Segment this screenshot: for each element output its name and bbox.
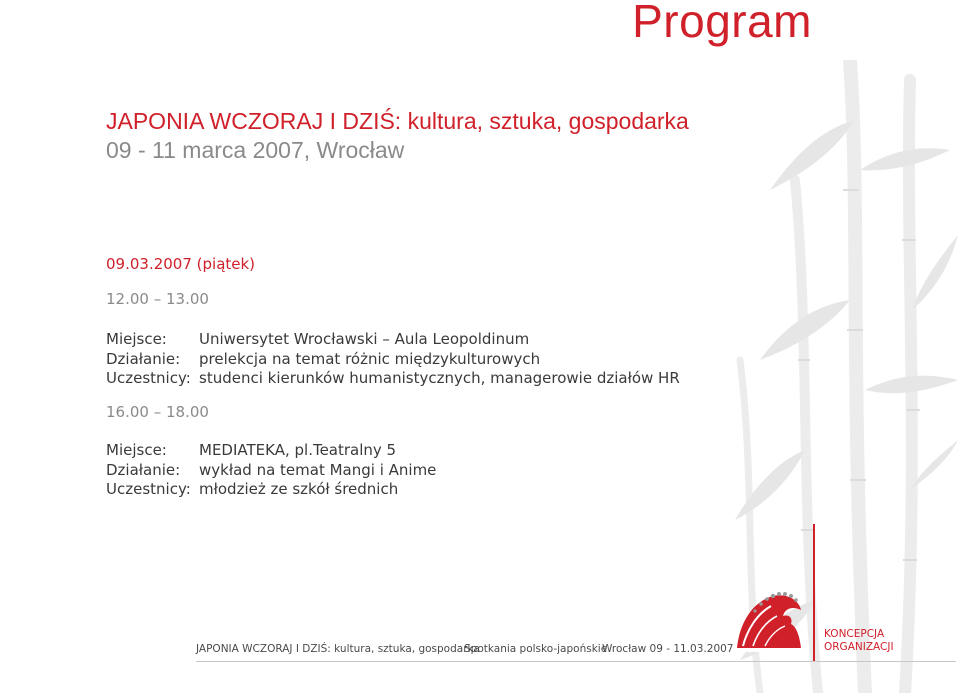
page-title: Program [632, 0, 812, 47]
concept-organization [824, 628, 894, 654]
place-value: Uniwersytet Wrocławski – Aula Leopoldinum [199, 330, 530, 348]
participants-label: Uczestnicy: [106, 480, 191, 498]
session-participants-row [106, 369, 680, 389]
session-action-row [106, 350, 680, 370]
session-place-row [106, 330, 680, 350]
action-value: prelekcja na temat różnic międzykulturowych [199, 349, 541, 368]
great-wave-icon [733, 588, 805, 652]
participants-label: Uczestnicy: [106, 369, 191, 387]
divider-line [813, 524, 815, 661]
action-value: wykład na temat Mangi i Anime [199, 460, 437, 479]
action-label: Działanie: [106, 460, 181, 479]
session-participants-row [106, 480, 436, 500]
session-place-row [106, 441, 436, 461]
day-heading: 09.03.2007 (piątek) [106, 255, 256, 273]
footer-rule [196, 661, 956, 662]
participants-value: studenci kierunków humanistycznych, managerowie działów HR [199, 369, 680, 387]
place-label: Miejsce: [106, 441, 167, 459]
participants-value: młodzież ze szkół średnich [199, 480, 399, 498]
action-label: Działanie: [106, 349, 181, 368]
event-dates: 09 - 11 marca 2007, Wrocław [106, 137, 405, 163]
concept-line-2: ORGANIZACJI [824, 641, 894, 653]
place-value: MEDIATEKA, pl.Teatralny 5 [199, 441, 397, 459]
session-details [106, 441, 436, 500]
event-title: JAPONIA WCZORAJ I DZIŚ: kultura, sztuka, gospodarka [106, 108, 689, 134]
session-time: 12.00 – 13.00 [106, 290, 209, 308]
session-details [106, 330, 680, 389]
footer-place-date: Wrocław 09 - 11.03.2007 [602, 643, 734, 655]
footer-series: Spotkania polsko-japońskie [464, 643, 608, 655]
concept-line-1: KONCEPCJA [824, 628, 885, 640]
place-label: Miejsce: [106, 330, 167, 348]
footer-event-name: JAPONIA WCZORAJ I DZIŚ: kultura, sztuka, gospodarka [196, 643, 480, 655]
session-time: 16.00 – 18.00 [106, 403, 209, 421]
session-action-row [106, 461, 436, 481]
